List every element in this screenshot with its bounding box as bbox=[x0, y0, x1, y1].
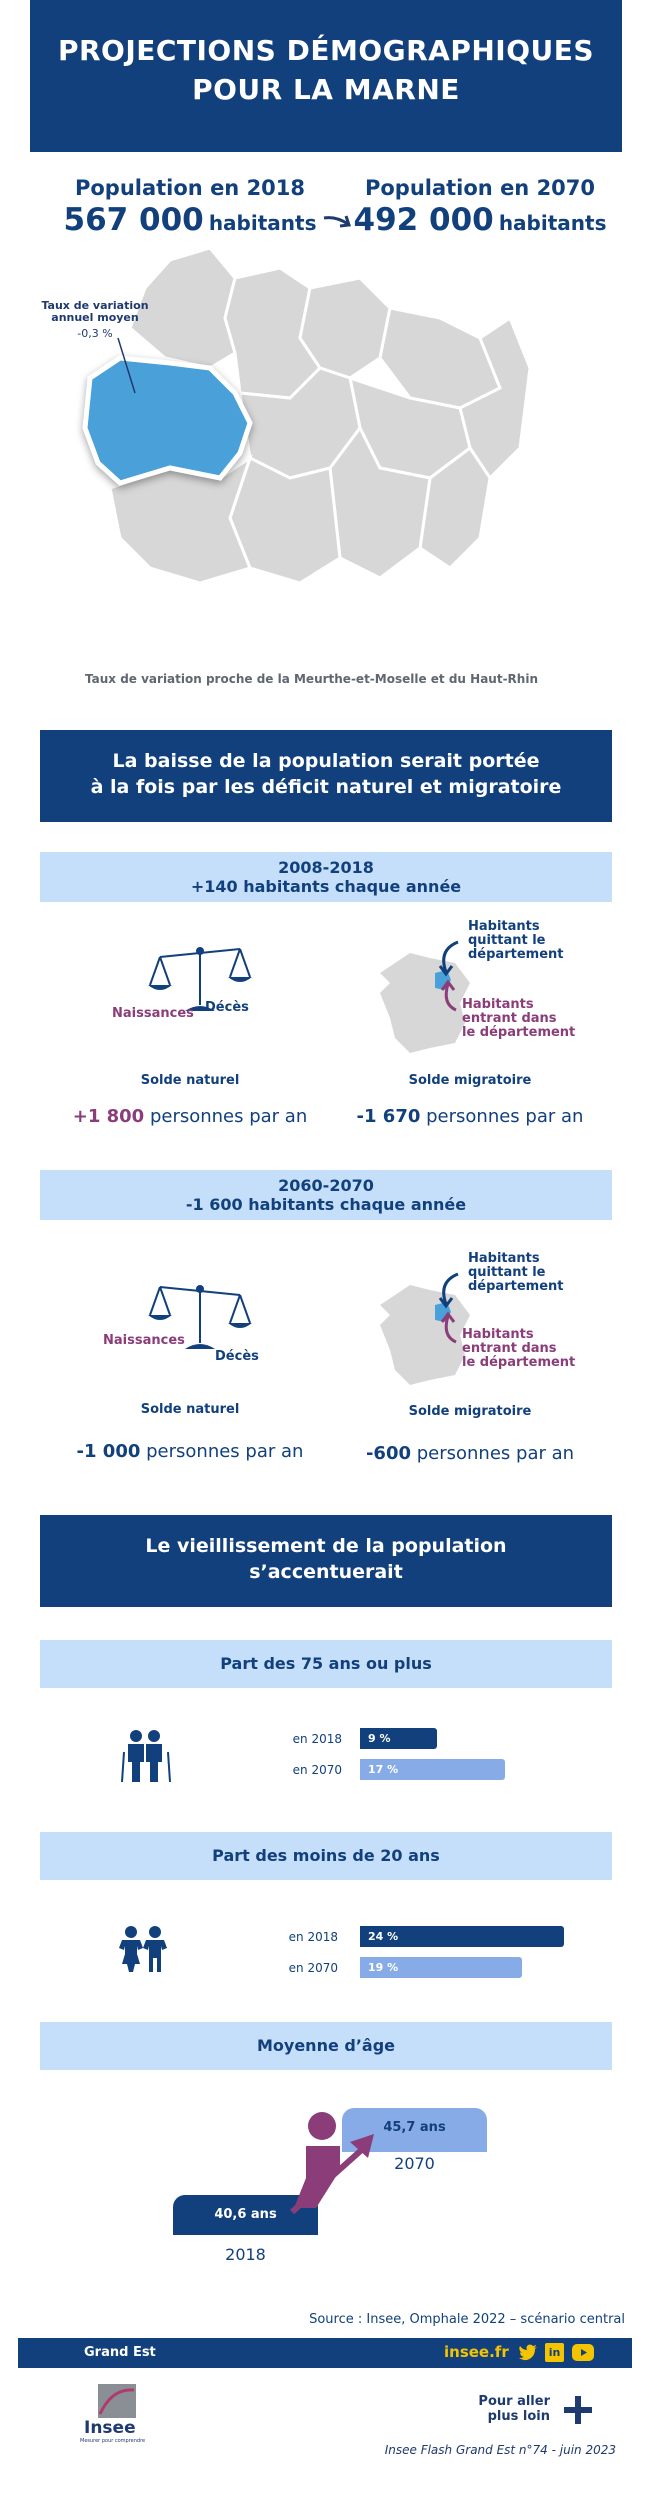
footer-bar bbox=[18, 2338, 632, 2368]
period2-migration-value: -600 personnes par an bbox=[365, 1443, 575, 1464]
period1-births-label: Naissances bbox=[112, 1006, 194, 1021]
insee-logo-text: Insee bbox=[84, 2418, 136, 2438]
chart2-bar: 19 % bbox=[360, 1957, 522, 1978]
publication-ref: Insee Flash Grand Est n°74 - juin 2023 bbox=[384, 2443, 616, 2457]
period2-natural-value: -1 000 personnes par an bbox=[76, 1441, 304, 1462]
variation-label-line1: Taux de variation bbox=[41, 299, 149, 312]
population-2070 bbox=[350, 176, 610, 238]
period1-years: 2008-2018 bbox=[278, 858, 374, 877]
chart3-title-band bbox=[40, 2022, 612, 2070]
map-note: Taux de variation proche de la Meurthe-et-Moselle et du Haut-Rhin bbox=[85, 672, 538, 686]
period2-births-label: Naissances bbox=[103, 1333, 185, 1348]
average-age-2070-year: 2070 bbox=[394, 2154, 435, 2173]
insee-logo-subtitle: Mesurer pour comprendre bbox=[80, 2438, 146, 2444]
period2-natural-label: Solde naturel bbox=[140, 1402, 240, 1417]
linkedin-icon[interactable]: in bbox=[545, 2343, 564, 2362]
period2-leaving-label: Habitants quittant le département bbox=[468, 1251, 564, 1294]
chart1-bar: 9 % bbox=[360, 1728, 437, 1749]
source-note: Source : Insee, Omphale 2022 – scénario central bbox=[309, 2312, 625, 2327]
chart3-title: Moyenne d’âge bbox=[256, 2036, 396, 2055]
chart2-category: en 2018 bbox=[288, 1930, 338, 1944]
chart2-category: en 2070 bbox=[288, 1961, 338, 1975]
chart1-bar: 17 % bbox=[360, 1759, 505, 1780]
elderly-couple-icon bbox=[118, 1728, 178, 1786]
population-2070-value: 492 000 bbox=[353, 202, 494, 238]
section1-title-line1: La baisse de la population serait portée bbox=[112, 750, 540, 772]
section1-banner bbox=[40, 730, 612, 822]
average-age-2070-value: 45,7 ans bbox=[383, 2120, 446, 2136]
twitter-icon[interactable] bbox=[518, 2344, 538, 2366]
footer-site-link[interactable]: insee.fr bbox=[444, 2343, 509, 2361]
section2-title-line2: s’accentuerait bbox=[249, 1561, 403, 1583]
page-title-line1: PROJECTIONS DÉMOGRAPHIQUES bbox=[57, 34, 595, 67]
period2-summary: -1 600 habitants chaque année bbox=[185, 1195, 467, 1214]
period2-years: 2060-2070 bbox=[278, 1176, 374, 1195]
period1-band bbox=[40, 852, 612, 902]
period1-migration-label: Solde migratoire bbox=[408, 1073, 532, 1088]
period1-natural-label: Solde naturel bbox=[140, 1073, 240, 1088]
period1-deaths-label: Décès bbox=[205, 1000, 249, 1015]
period2-deaths-label: Décès bbox=[215, 1349, 259, 1364]
youtube-icon[interactable] bbox=[572, 2344, 594, 2361]
period2-entering-label: Habitants entrant dans le département bbox=[462, 1327, 576, 1370]
header-banner bbox=[30, 0, 622, 152]
population-2018-value: 567 000 bbox=[63, 202, 204, 238]
period1-entering-label: Habitants entrant dans le département bbox=[462, 997, 576, 1040]
chart2-bar: 24 % bbox=[360, 1926, 564, 1947]
period1-natural-value: +1 800 personnes par an bbox=[72, 1106, 308, 1127]
population-2018-label: Population en 2018 bbox=[74, 176, 306, 200]
variation-callout bbox=[35, 300, 155, 340]
chart1-category: en 2018 bbox=[292, 1732, 342, 1746]
section2-banner bbox=[40, 1515, 612, 1607]
period1-leaving-label: Habitants quittant le département bbox=[468, 919, 564, 962]
period2-migration-label: Solde migratoire bbox=[408, 1404, 532, 1419]
section2-title-line1: Le vieillissement de la population bbox=[145, 1535, 507, 1557]
children-icon bbox=[116, 1924, 172, 1976]
period1-migration-value: -1 670 personnes par an bbox=[356, 1106, 584, 1127]
chart2-title-band bbox=[40, 1832, 612, 1880]
section1-title-line2: à la fois par les déficit naturel et migratoire bbox=[90, 776, 562, 798]
further-link[interactable]: Pour aller plus loin bbox=[478, 2394, 550, 2424]
insee-logo[interactable] bbox=[80, 2384, 150, 2446]
chart1-title: Part des 75 ans ou plus bbox=[220, 1654, 432, 1673]
chart1-title-band bbox=[40, 1640, 612, 1688]
page-title-line2: POUR LA MARNE bbox=[192, 73, 460, 106]
population-2018-unit: habitants bbox=[208, 211, 317, 235]
marne-department-shape bbox=[85, 358, 250, 483]
population-2070-label: Population en 2070 bbox=[364, 176, 596, 200]
chart2-title: Part des moins de 20 ans bbox=[212, 1846, 440, 1865]
variation-value: -0,3 % bbox=[77, 327, 113, 340]
population-2070-unit: habitants bbox=[498, 211, 607, 235]
plus-icon[interactable] bbox=[564, 2396, 592, 2428]
chart1-category: en 2070 bbox=[292, 1763, 342, 1777]
period1-summary: +140 habitants chaque année bbox=[190, 877, 462, 896]
average-age-2018-year: 2018 bbox=[225, 2245, 266, 2264]
footer-region: Grand Est bbox=[84, 2345, 156, 2360]
average-age-2018-value: 40,6 ans bbox=[214, 2206, 277, 2222]
variation-label-line2: annuel moyen bbox=[51, 311, 139, 324]
arrow-right-icon bbox=[322, 208, 352, 236]
period2-band bbox=[40, 1170, 612, 1220]
person-rising-icon bbox=[286, 2112, 382, 2222]
population-2018 bbox=[60, 176, 320, 238]
